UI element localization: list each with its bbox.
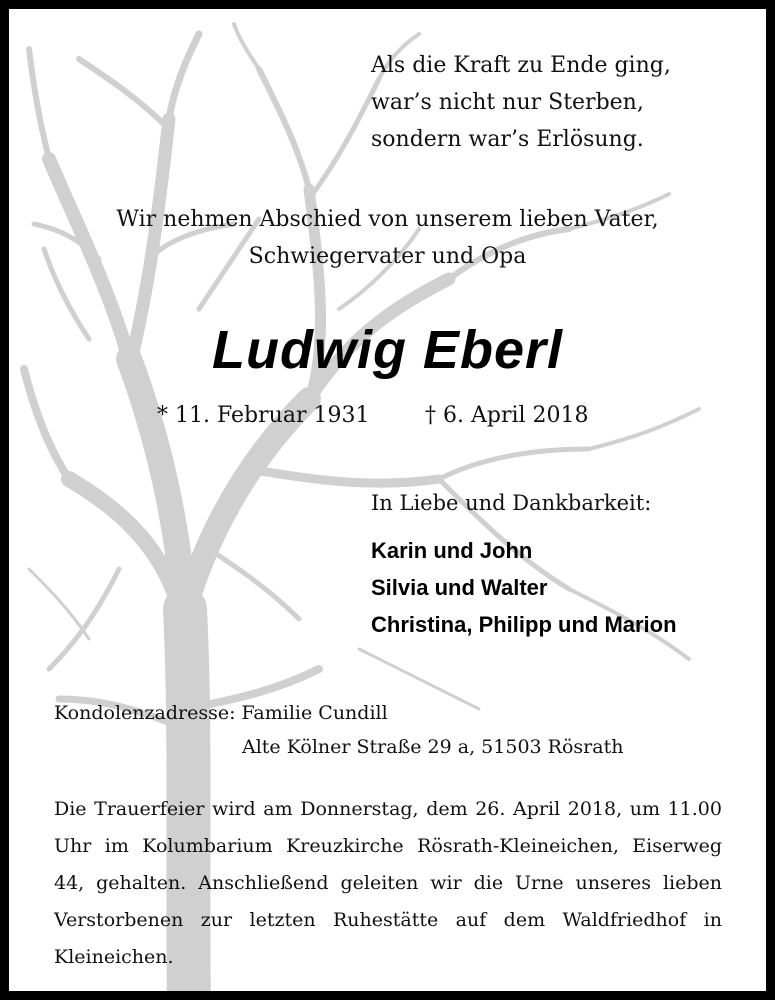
service-line: Kleineichen. bbox=[54, 946, 174, 968]
deceased-name: Ludwig Eberl bbox=[211, 320, 563, 380]
birth-date: * 11. Februar 1931 bbox=[157, 403, 370, 428]
thanks-line: In Liebe und Dankbarkeit: bbox=[371, 491, 652, 515]
mourners-list bbox=[371, 532, 677, 643]
funeral-service-info bbox=[54, 791, 722, 976]
death-date: † 6. April 2018 bbox=[425, 403, 589, 428]
poem-line: war’s nicht nur Sterben, bbox=[371, 90, 644, 115]
intro-line: Schwiegervater und Opa bbox=[248, 244, 527, 269]
poem bbox=[371, 47, 671, 158]
mourner-name: Silvia und Walter bbox=[371, 575, 548, 600]
service-line: 44, gehalten. Anschließend geleiten wir die Urne unseres lieben bbox=[54, 872, 722, 894]
farewell-intro bbox=[9, 201, 766, 275]
mourner-name: Karin und John bbox=[371, 538, 533, 563]
service-line: Verstorbenen zur letzten Ruhestätte auf dem Waldfriedhof in bbox=[54, 909, 722, 931]
condolence-label: Kondolenzadresse: Familie Cundill bbox=[54, 702, 388, 724]
service-line: Die Trauerfeier wird am Donnerstag, dem 26. April 2018, um 11.00 bbox=[54, 798, 722, 820]
service-line: Uhr im Kolumbarium Kreuzkirche Rösrath-Kleineichen, Eiserweg bbox=[54, 835, 722, 857]
mourner-name: Christina, Philipp und Marion bbox=[371, 612, 677, 637]
poem-line: sondern war’s Erlösung. bbox=[371, 127, 644, 152]
condolence-address: Alte Kölner Straße 29 a, 51503 Rösrath bbox=[242, 736, 624, 758]
poem-line: Als die Kraft zu Ende ging, bbox=[371, 53, 671, 78]
intro-line: Wir nehmen Abschied von unserem lieben Vater, bbox=[116, 207, 659, 232]
